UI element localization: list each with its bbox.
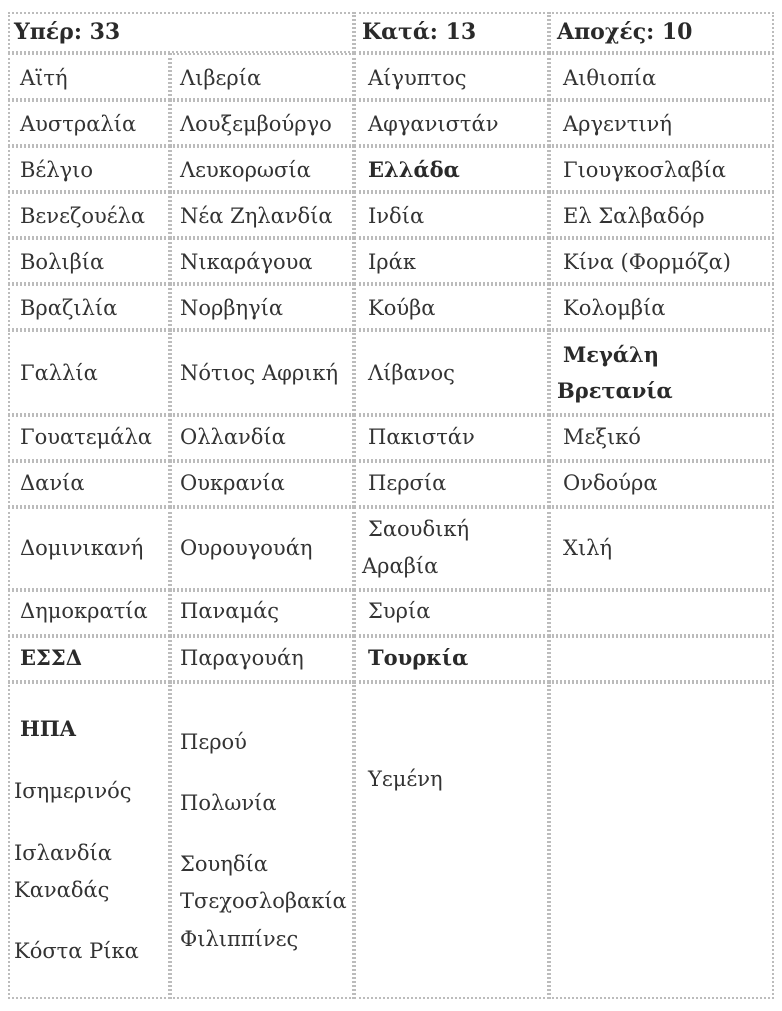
cell-text: Περού [180, 730, 247, 754]
cell-text: Καναδάς [14, 878, 110, 902]
cell-text: Κόστα Ρίκα [14, 939, 139, 963]
table-cell [549, 682, 774, 999]
cell-text: Αργεντινή [563, 112, 672, 136]
cell-text: ΗΠΑ [20, 716, 76, 741]
cell-text: Κίνα (Φορμόζα) [563, 250, 731, 274]
cell-text: Ινδία [368, 204, 425, 228]
cell-text: Αραβία [362, 554, 439, 578]
cell-text: ΕΣΣΔ [20, 645, 82, 670]
cell-text: Ισημερινός [14, 779, 132, 803]
cell-text: Ελ Σαλβαδόρ [563, 204, 705, 228]
cell-text: Παραγουάη [180, 646, 304, 670]
cell-text: Υπέρ: 33 [14, 19, 121, 45]
cell-text: Βολιβία [20, 250, 105, 274]
cell-text: Βέλγιο [20, 158, 94, 182]
cell-text: Γιουγκοσλαβία [563, 158, 726, 182]
table-cell [354, 682, 549, 999]
cell-text: Ολλανδία [180, 425, 286, 449]
cell-text: Ουρουγουάη [180, 536, 313, 560]
cell-text: Βρετανία [557, 378, 673, 403]
cell-text: Νότιος Αφρική [180, 361, 339, 385]
cell-text: Αιθιοπία [563, 66, 657, 90]
cell-text: Χιλή [563, 536, 613, 560]
cell-text: Μεγάλη [563, 342, 660, 367]
cell-text: Σουηδία [180, 852, 268, 876]
cell-text: Κολομβία [563, 296, 666, 320]
cell-text: Κατά: 13 [362, 19, 477, 45]
cell-text: Αποχές: 10 [557, 19, 693, 45]
cell-text: Γαλλία [20, 361, 98, 385]
cell-text: Φιλιππίνες [180, 927, 299, 951]
cell-text: Κούβα [368, 296, 436, 320]
cell-text: Δημοκρατία [20, 599, 148, 623]
cell-text: Λιβερία [180, 66, 262, 90]
cell-text: Περσία [368, 471, 447, 495]
cell-text: Βραζιλία [20, 296, 118, 320]
cell-text: Σαουδική [368, 517, 470, 541]
table-cell [549, 590, 774, 636]
cell-text: Μεξικό [563, 425, 641, 449]
cell-text: Υεμένη [368, 767, 443, 791]
cell-text: Ισλανδία [14, 841, 112, 865]
cell-text: Λουξεμβούργο [180, 112, 332, 136]
cell-text: Δομινικανή [20, 536, 144, 560]
cell-text: Τουρκία [368, 645, 469, 670]
cell-text: Αϊτή [20, 66, 68, 90]
cell-text: Πακιστάν [368, 425, 475, 449]
cell-text: Αίγυπτος [368, 66, 467, 90]
cell-text: Γουατεμάλα [20, 425, 152, 449]
table-cell [549, 636, 774, 682]
cell-text: Ονδούρα [563, 471, 658, 495]
cell-text: Αυστραλία [20, 112, 137, 136]
cell-text: Πολωνία [180, 791, 277, 815]
cell-text: Λευκορωσία [180, 158, 311, 182]
cell-text: Αφγανιστάν [368, 112, 499, 136]
cell-text: Νορβηγία [180, 296, 284, 320]
cell-text: Συρία [368, 599, 431, 623]
cell-text: Βενεζουέλα [20, 204, 146, 228]
cell-text: Ουκρανία [180, 471, 285, 495]
cell-text: Ιράκ [368, 250, 416, 274]
cell-text: Παναμάς [180, 599, 280, 623]
cell-text: Λίβανος [368, 361, 455, 385]
cell-text: Νέα Ζηλανδία [180, 204, 333, 228]
cell-text: Τσεχοσλοβακία [180, 889, 347, 913]
cell-text: Νικαράγουα [180, 250, 313, 274]
cell-text: Ελλάδα [368, 157, 460, 182]
cell-text: Δανία [20, 471, 85, 495]
